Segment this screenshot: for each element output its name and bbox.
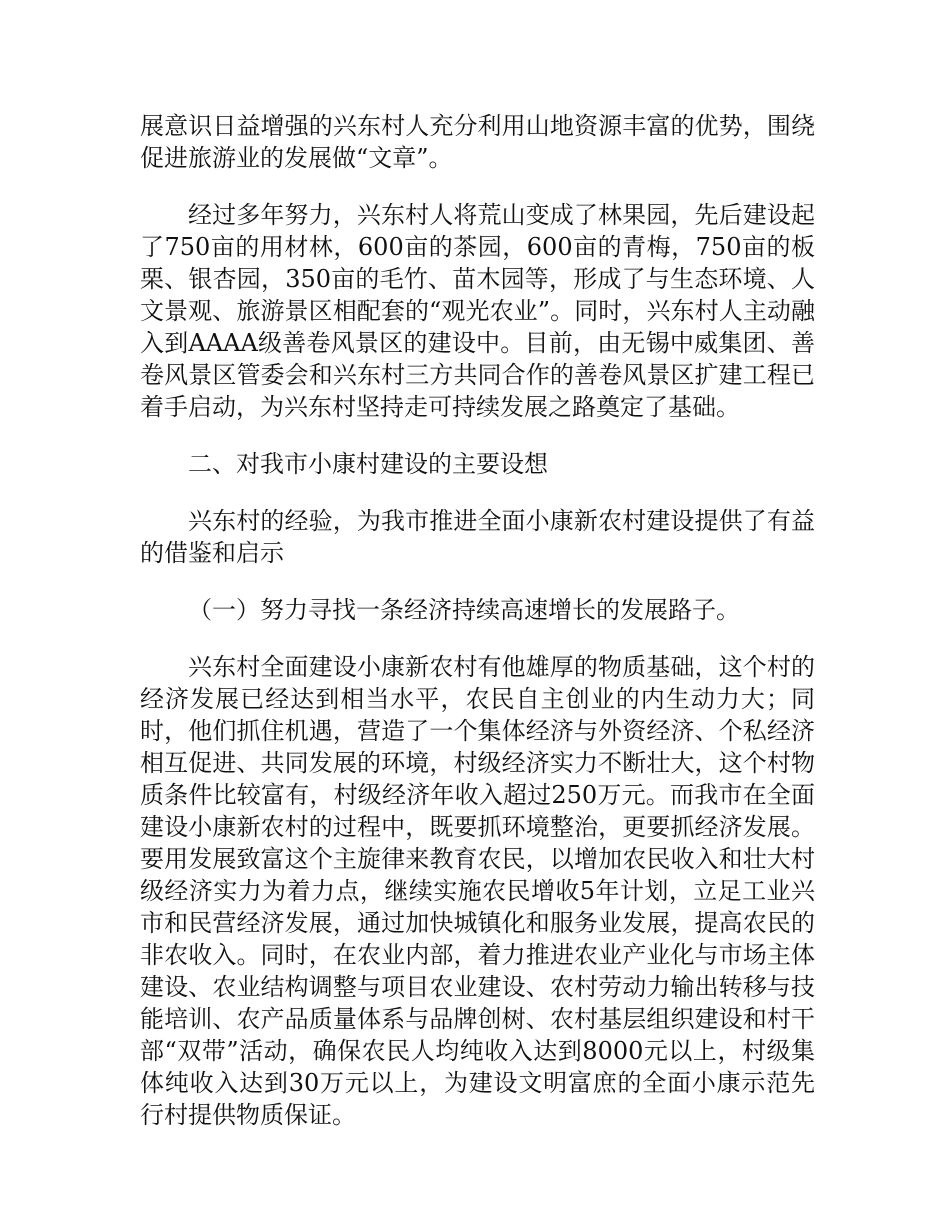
paragraph-experience: 兴东村的经验，为我市推进全面小康新农村建设提供了有益的借鉴和启示	[140, 507, 815, 567]
paragraph-gap	[140, 626, 815, 651]
paragraph-gap	[140, 569, 815, 594]
paragraph-continuation: 展意识日益增强的兴东村人充分利用山地资源丰富的优势，围绕促进旅游业的发展做“文章”。	[140, 112, 815, 172]
paragraph-gap	[140, 423, 815, 448]
paragraph-forest-development: 经过多年努力，兴东村人将荒山变成了林果园，先后建设起了750亩的用材林，600亩的茶园，600亩的青梅，750亩的板栗、银杏园，350亩的毛竹、苗木园等，形成了与生态环境、人文景观、旅游景区相配套的“观光农业”。同时，兴东村人主动融入到AAAA级善卷风景区的建设中。目前，由无锡中威集团、善卷风景区管委会和兴东村三方共同合作的善卷风景区扩建工程已着手启动，为兴东村坚持走可持续发展之路奠定了基础。	[140, 201, 815, 421]
paragraph-gap	[140, 174, 815, 199]
subsection-heading: （一）努力寻找一条经济持续高速增长的发展路子。	[188, 596, 740, 624]
document-page	[140, 110, 815, 1131]
section-heading: 二、对我市小康村建设的主要设想	[188, 450, 548, 478]
paragraph-economic-development: 兴东村全面建设小康新农村有他雄厚的物质基础，这个村的经济发展已经达到相当水平，农民自主创业的内生动力大；同时，他们抓住机遇，营造了一个集体经济与外资经济、个私经济相互促进、共同发展的环境，村级经济实力不断壮大，这个村物质条件比较富有，村级经济年收入超过250万元。而我市在全面建设小康新农村的过程中，既要抓环境整治，更要抓经济发展。要用发展致富这个主旋律来教育农民，以增加农民收入和壮大村级经济实力为着力点，继续实施农民增收5年计划，立足工业兴市和民营经济发展，通过加快城镇化和服务业发展，提高农民的非农收入。同时，在农业内部，着力推进农业产业化与市场主体建设、农业结构调整与项目农业建设、农村劳动力输出转移与技能培训、农产品质量体系与品牌创树、农村基层组织建设和村干部“双带”活动，确保农民人均纯收入达到8000元以上，村级集体纯收入达到30万元以上，为建设文明富庶的全面小康示范先行村提供物质保证。	[140, 653, 815, 1129]
paragraph-gap	[140, 480, 815, 505]
